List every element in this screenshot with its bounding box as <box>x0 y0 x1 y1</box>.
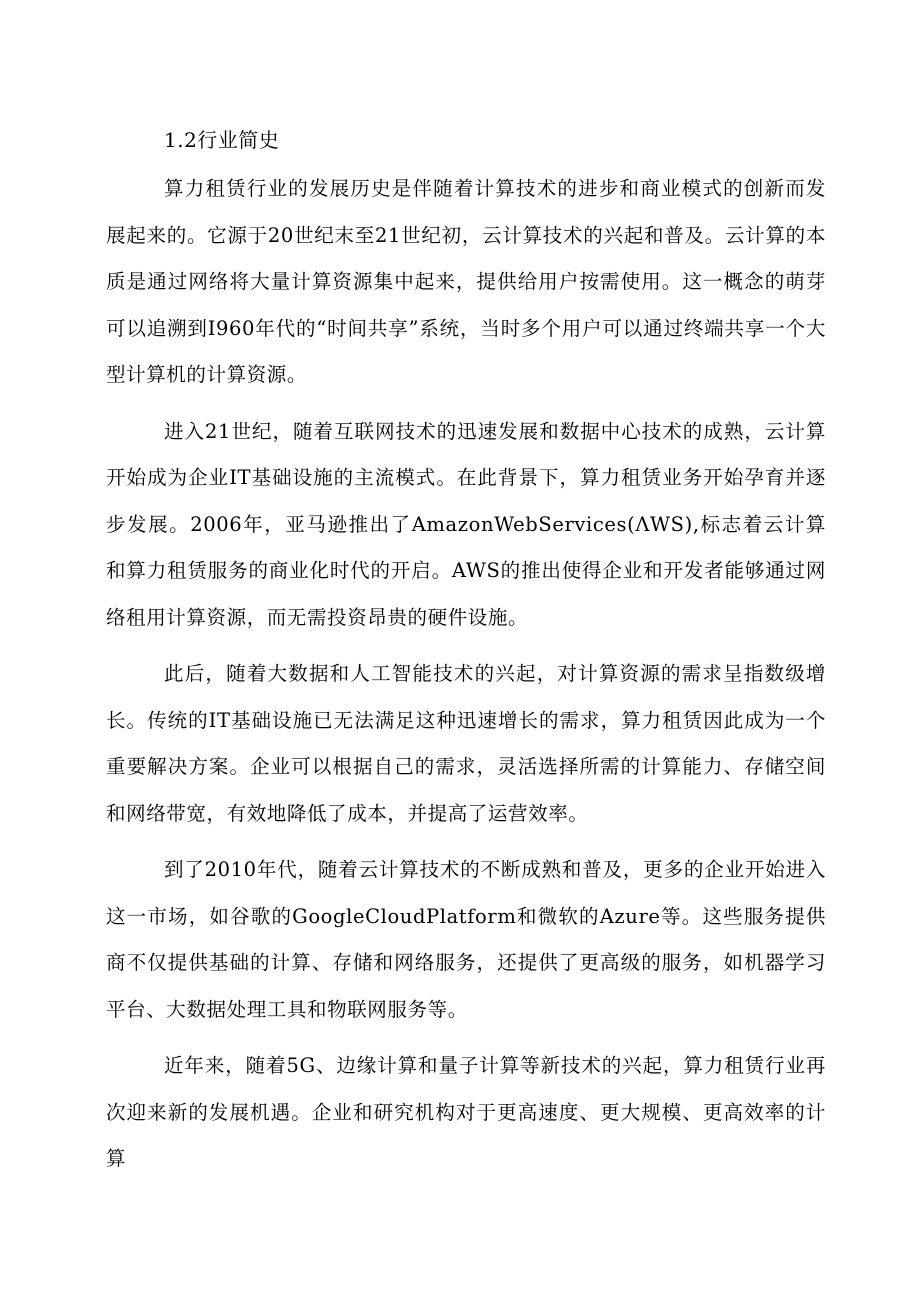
document-body <box>106 120 826 1183</box>
paragraph-2010s: 到了2010年代，随着云计算技术的不断成熟和普及，更多的企业开始进入这一市场，如谷歌的GoogleCloudPlatform和微软的Azure等。这些服务提供商不仅提供基础的计算、存储和网络服务，还提供了更高级的服务，如机器学习平台、大数据处理工具和物联网服务等。 <box>106 858 826 1021</box>
section-heading: 1.2行业简史 <box>164 128 280 152</box>
paragraph-recent-years: 近年来，随着5G、边缘计算和量子计算等新技术的兴起，算力租赁行业再次迎来新的发展机遇。企业和研究机构对于更高速度、更大规模、更高效率的计算 <box>106 1054 826 1170</box>
paragraph-21st-century: 进入21世纪，随着互联网技术的迅速发展和数据中心技术的成熟，云计算开始成为企业IT基础设施的主流模式。在此背景下，算力租赁业务开始孕育并逐步发展。2006年，亚马逊推出了AmazonWebServices(ΛWS),标志着云计算和算力租赁服务的商业化时代的开启。AWS的推出使得企业和开发者能够通过网络租用计算资源，而无需投资昂贵的硬件设施。 <box>106 419 826 629</box>
paragraph-origins: 算力租赁行业的发展历史是伴随着计算技术的进步和商业模式的创新而发展起来的。它源于20世纪末至21世纪初，云计算技术的兴起和普及。云计算的本质是通过网络将大量计算资源集中起来，提供给用户按需使用。这一概念的萌芽可以追溯到I960年代的“时间共享”系统，当时多个用户可以通过终端共享一个大型计算机的计算资源。 <box>106 177 826 386</box>
paragraph-big-data-ai: 此后，随着大数据和人工智能技术的兴起，对计算资源的需求呈指数级增长。传统的IT基础设施已无法满足这种迅速增长的需求，算力租赁因此成为一个重要解决方案。企业可以根据自己的需求，灵活选择所需的计算能力、存储空间和网络带宽，有效地降低了成本，并提高了运营效率。 <box>106 662 826 825</box>
